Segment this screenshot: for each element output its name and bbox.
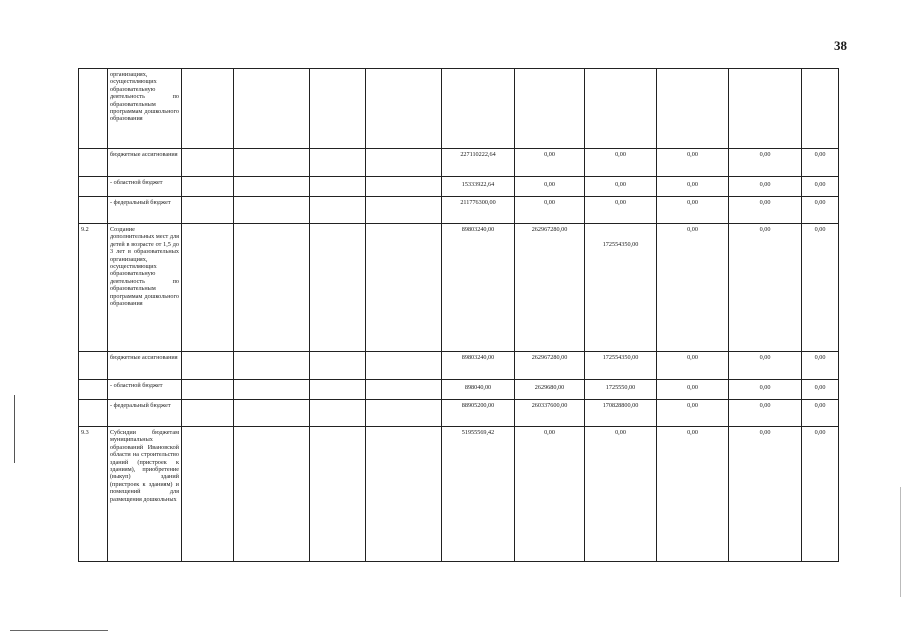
- empty-cell: [310, 400, 366, 427]
- page-number: 38: [834, 38, 847, 53]
- value-cell: [515, 69, 585, 149]
- empty-cell: [310, 380, 366, 400]
- value-cell: 15333922,64: [442, 177, 515, 197]
- value-cell: 51955569,42: [442, 427, 515, 562]
- value-cell: 0,00: [657, 400, 729, 427]
- value-cell: 0,00: [729, 380, 802, 400]
- value-cell: [585, 69, 657, 149]
- value-cell: 211776300,00: [442, 197, 515, 224]
- value-cell: 0,00: [729, 177, 802, 197]
- value-cell: 1725550,00: [585, 380, 657, 400]
- empty-cell: [182, 380, 234, 400]
- value-cell: 0,00: [585, 197, 657, 224]
- row-description: бюджетные ассигнования: [108, 352, 182, 380]
- empty-cell: [310, 177, 366, 197]
- empty-cell: [234, 380, 310, 400]
- empty-cell: [182, 69, 234, 149]
- empty-cell: [366, 177, 442, 197]
- empty-cell: [182, 400, 234, 427]
- value-cell: [802, 69, 839, 149]
- scan-margin-mark: [14, 395, 15, 463]
- empty-cell: [366, 224, 442, 352]
- value-cell: 0,00: [657, 149, 729, 177]
- value-cell: 89803240,00: [442, 352, 515, 380]
- empty-cell: [182, 427, 234, 562]
- value-cell: 0,00: [515, 197, 585, 224]
- empty-cell: [366, 69, 442, 149]
- value-cell: 0,00: [515, 149, 585, 177]
- empty-cell: [310, 427, 366, 562]
- value-cell: 2629680,00: [515, 380, 585, 400]
- value-cell: 260337600,00: [515, 400, 585, 427]
- empty-cell: [234, 177, 310, 197]
- empty-cell: [310, 69, 366, 149]
- row-description: организациях, осуществляющих образовательную деятельность по образовательным программам дошкольного образования: [108, 69, 182, 149]
- row-number: [79, 149, 108, 177]
- row-number: [79, 197, 108, 224]
- scan-edge-mark: [900, 487, 901, 597]
- row-description: бюджетные ассигнования: [108, 149, 182, 177]
- row-description: Создание дополнительных мест для детей в возрасте от 1,5 до 3 лет в образовательных организациях, осуществляющих образовательную деятельность по образовательным программам дошкольного образования: [108, 224, 182, 352]
- value-cell: 0,00: [657, 427, 729, 562]
- empty-cell: [234, 149, 310, 177]
- value-cell: 0,00: [802, 224, 839, 352]
- empty-cell: [182, 197, 234, 224]
- row-number: [79, 177, 108, 197]
- table-row: [79, 380, 839, 400]
- row-description: - федеральный бюджет: [108, 197, 182, 224]
- row-description: - областной бюджет: [108, 380, 182, 400]
- value-cell: 0,00: [657, 177, 729, 197]
- value-cell: 0,00: [657, 224, 729, 352]
- value-cell: 262967280,00: [515, 352, 585, 380]
- budget-table: [78, 68, 839, 562]
- table-row: [79, 400, 839, 427]
- empty-cell: [310, 352, 366, 380]
- value-cell: [729, 69, 802, 149]
- empty-cell: [366, 380, 442, 400]
- table-row: [79, 224, 839, 352]
- value-cell: 262967280,00: [515, 224, 585, 352]
- row-number: 9.3: [79, 427, 108, 562]
- table-row: [79, 69, 839, 149]
- row-number: [79, 69, 108, 149]
- empty-cell: [366, 149, 442, 177]
- empty-cell: [182, 149, 234, 177]
- value-cell: 0,00: [585, 177, 657, 197]
- table-row: [79, 427, 839, 562]
- value-cell: 0,00: [802, 352, 839, 380]
- empty-cell: [234, 427, 310, 562]
- row-description: - федеральный бюджет: [108, 400, 182, 427]
- value-cell: 0,00: [729, 400, 802, 427]
- value-cell: 172554350,00: [585, 352, 657, 380]
- value-cell: 172554350,00: [585, 224, 657, 352]
- empty-cell: [310, 197, 366, 224]
- empty-cell: [234, 224, 310, 352]
- row-number: [79, 380, 108, 400]
- value-cell: 170828800,00: [585, 400, 657, 427]
- empty-cell: [310, 224, 366, 352]
- row-description: Субсидии бюджетам муниципальных образований Ивановской области на строительство зданий (пристроек к зданиям), приобретение (выкуп) зданий (пристроек к зданиям) и помещений для размещения дошкольных: [108, 427, 182, 562]
- empty-cell: [234, 400, 310, 427]
- empty-cell: [366, 400, 442, 427]
- value-cell: 0,00: [802, 197, 839, 224]
- empty-cell: [366, 197, 442, 224]
- value-cell: 0,00: [802, 380, 839, 400]
- value-cell: 0,00: [802, 427, 839, 562]
- value-cell: 0,00: [802, 149, 839, 177]
- empty-cell: [234, 197, 310, 224]
- empty-cell: [234, 69, 310, 149]
- empty-cell: [234, 352, 310, 380]
- empty-cell: [366, 352, 442, 380]
- table-row: [79, 149, 839, 177]
- value-cell: 0,00: [657, 197, 729, 224]
- value-cell: 0,00: [515, 177, 585, 197]
- row-description: - областной бюджет: [108, 177, 182, 197]
- value-cell: 0,00: [729, 352, 802, 380]
- value-cell: 88905200,00: [442, 400, 515, 427]
- value-cell: 0,00: [585, 149, 657, 177]
- value-cell: 89803240,00: [442, 224, 515, 352]
- value-cell: [657, 69, 729, 149]
- value-cell: 0,00: [729, 149, 802, 177]
- value-cell: 0,00: [657, 380, 729, 400]
- empty-cell: [182, 352, 234, 380]
- empty-cell: [366, 427, 442, 562]
- value-cell: 0,00: [515, 427, 585, 562]
- row-number: 9.2: [79, 224, 108, 352]
- value-cell: 0,00: [657, 352, 729, 380]
- empty-cell: [310, 149, 366, 177]
- value-cell: 0,00: [585, 427, 657, 562]
- table-row: [79, 197, 839, 224]
- scan-bottom-line: [10, 630, 108, 631]
- table-row: [79, 352, 839, 380]
- empty-cell: [182, 224, 234, 352]
- empty-cell: [182, 177, 234, 197]
- value-cell: 0,00: [802, 400, 839, 427]
- row-number: [79, 352, 108, 380]
- table-row: [79, 177, 839, 197]
- value-cell: 0,00: [802, 177, 839, 197]
- value-cell: 227110222,64: [442, 149, 515, 177]
- value-cell: 0,00: [729, 224, 802, 352]
- value-cell: 898040,00: [442, 380, 515, 400]
- row-number: [79, 400, 108, 427]
- value-cell: 0,00: [729, 197, 802, 224]
- value-cell: [442, 69, 515, 149]
- value-cell: 0,00: [729, 427, 802, 562]
